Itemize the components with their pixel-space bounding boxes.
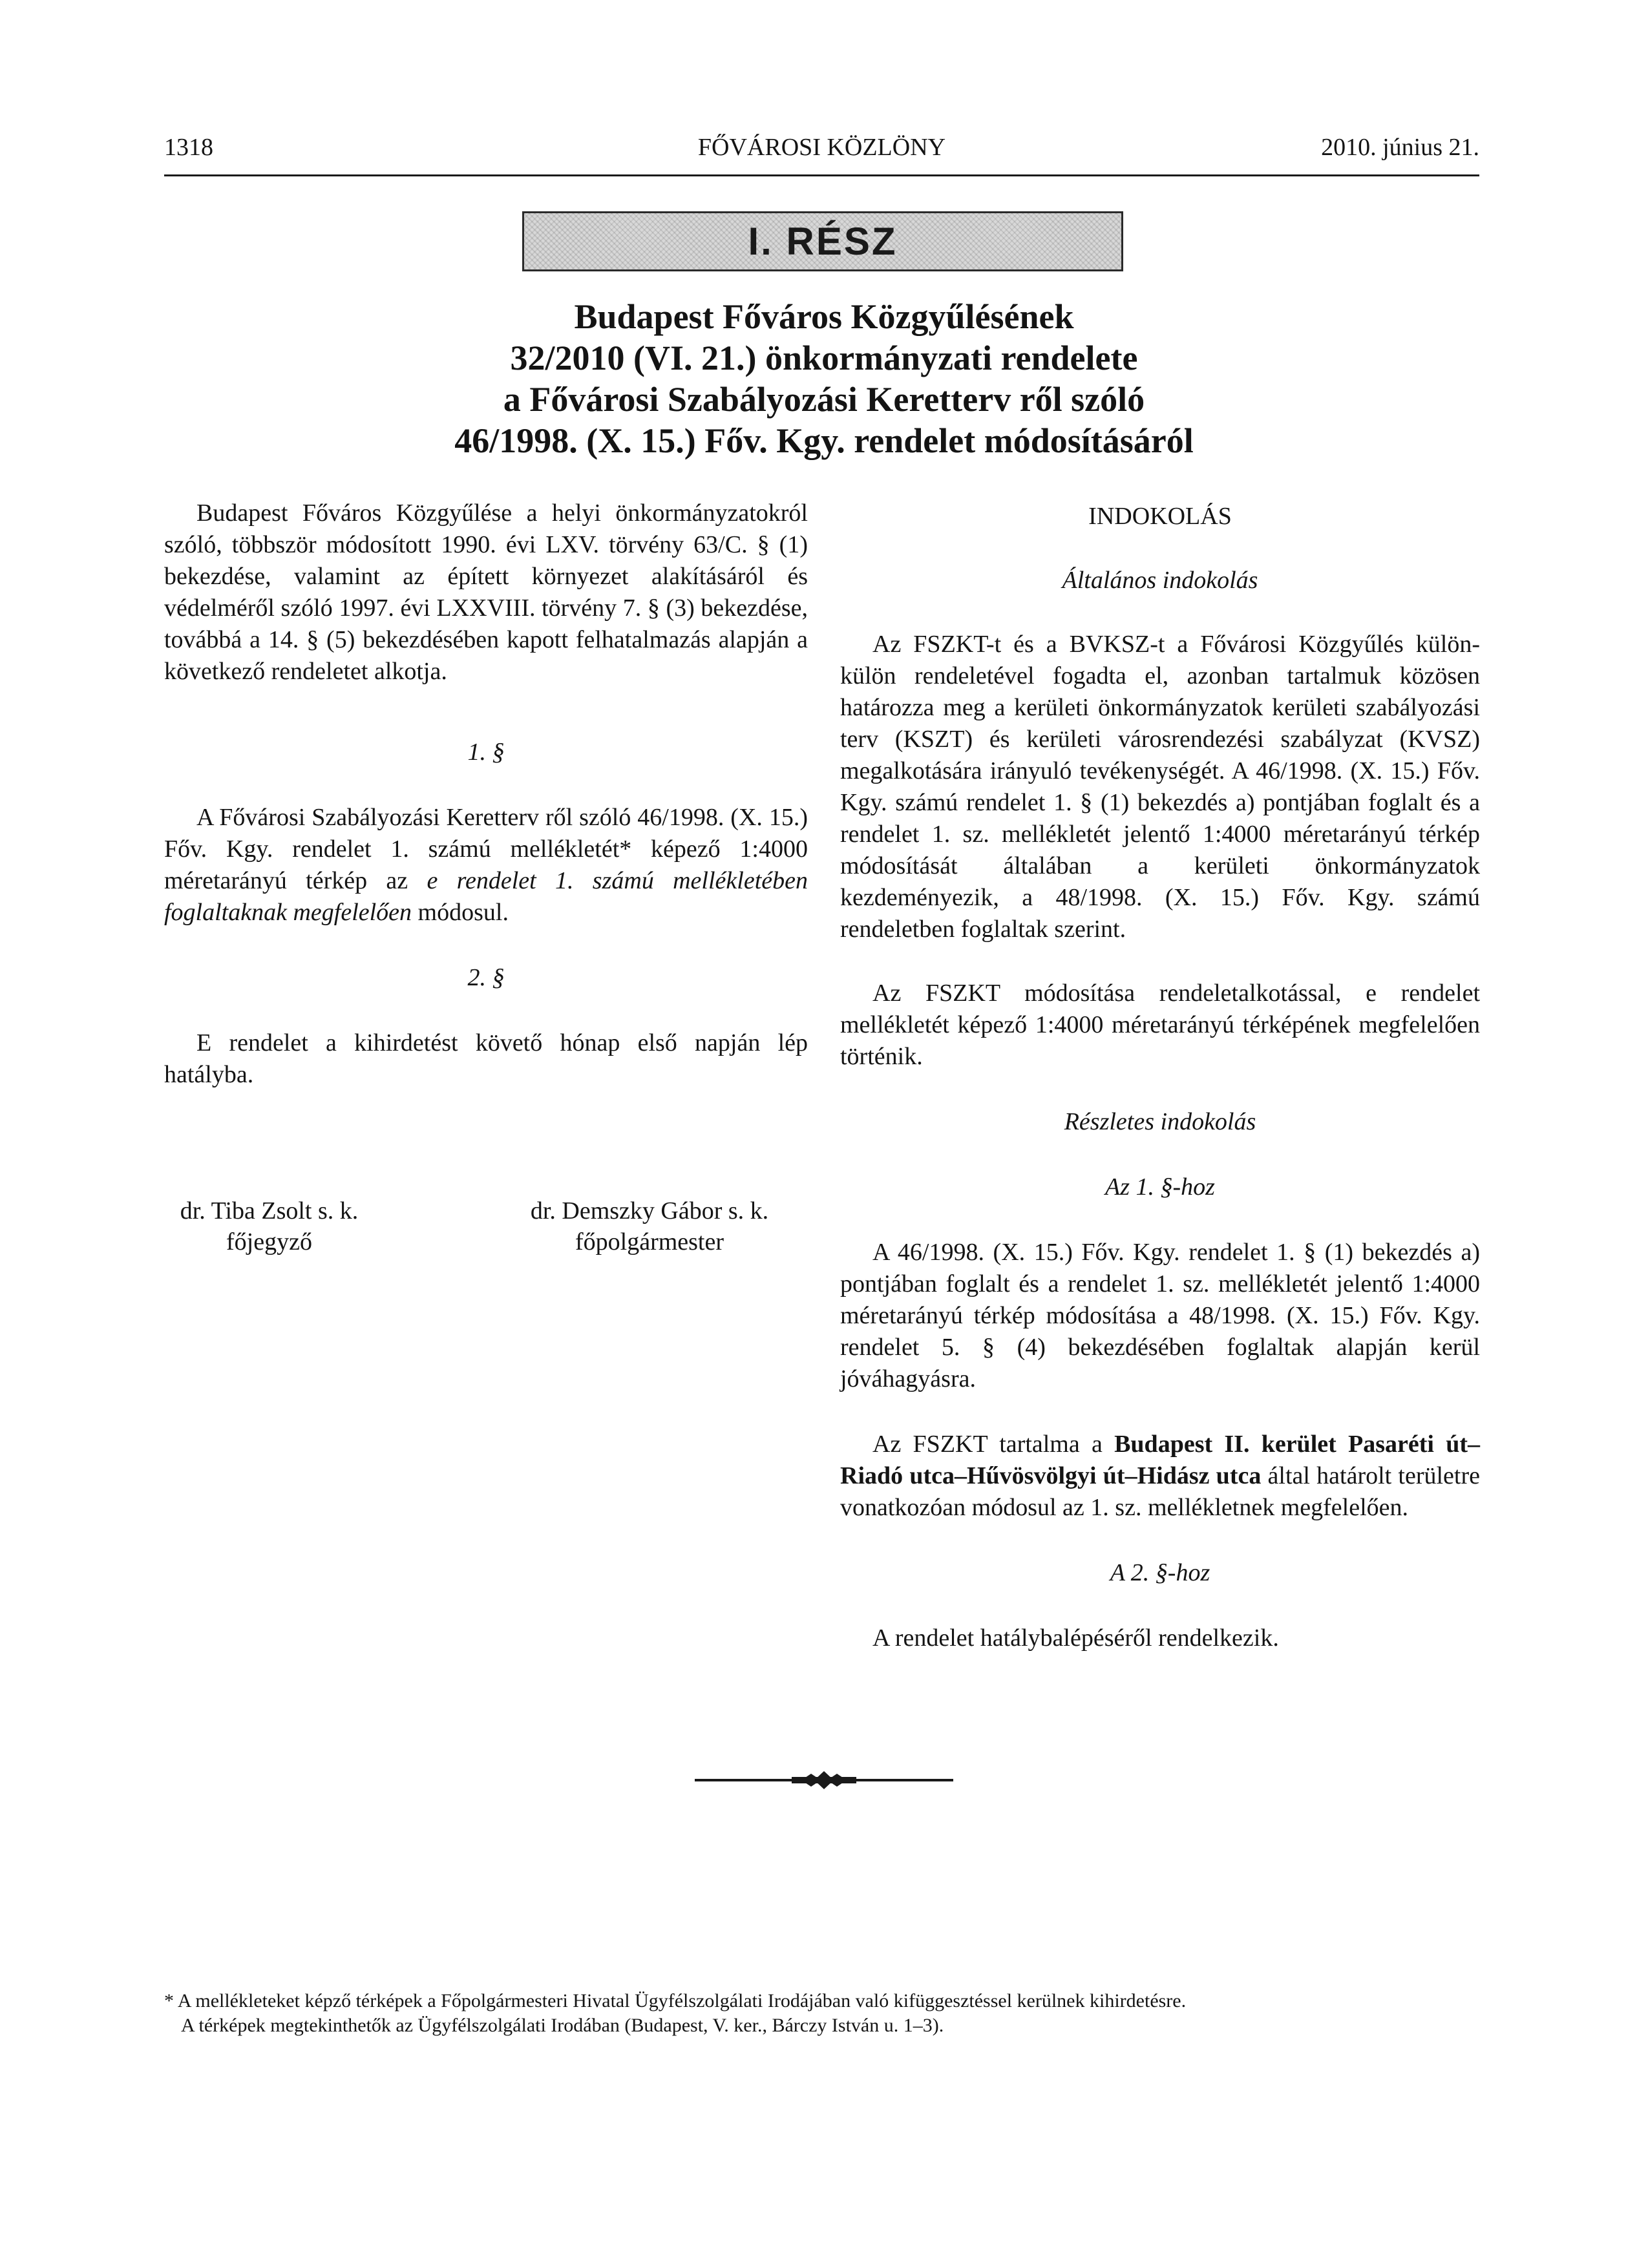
detailed-justification-heading: Részletes indokolás — [1064, 1108, 1256, 1135]
left-column — [164, 498, 808, 1091]
to-section-1-heading: Az 1. §-hoz — [1105, 1173, 1215, 1201]
title-line: Budapest Főváros Közgyűlésének — [574, 297, 1074, 336]
issue-date: 2010. június 21. — [1321, 134, 1479, 161]
preamble: Budapest Főváros Közgyűlése a helyi önkormányzatokról szóló, többször módosított 1990. évi LXV. törvény 63/C. § (1) bekezdése, valamint az épített környezet alakításáról és védelméről szóló 1997. évi LXXVIII. törvény 7. § (3) bekezdése, továbbá a 14. § (5) bekezdésében kapott felhatalmazás alapján a következő rendeletet alkotja. — [164, 499, 808, 685]
section-1-text-b: módosul. — [412, 899, 509, 926]
general-justification-p1: Az FSZKT-t és a BVKSZ-t a Fővárosi Közgyűlés külön-külön rendeletével fogadta el, azonban tartalmuk közösen határozza meg a kerületi önkormányzatok kerületi szabályozási terv (KSZT) és kerületi városrendezési szabályzat (KVSZ) megalkotására irányuló tevékenységét. A 46/1998. (X. 15.) Főv. Kgy. számú rendelet 1. § (1) bekezdés a) pontjában foglalt és a rendelet 1. sz. mellékletét jelentő 1:4000 méretarányú térkép módosítását általában a kerületi önkormányzatok kezdeményezik, a 48/1998. (X. 15.) Főv. Kgy. számú rendeletben foglaltak szerint. — [840, 631, 1480, 943]
to-section-2-text: A rendelet hatálybalépéséről rendelkezik. — [872, 1624, 1279, 1652]
section-1-text-italic: e rendelet 1. számú mellékletében foglaltaknak megfelelően — [164, 867, 808, 926]
signature-left — [164, 1195, 374, 1257]
justification-heading: INDOKOLÁS — [1088, 503, 1232, 530]
section-1-text — [164, 802, 808, 929]
signatory-role: főjegyző — [226, 1228, 312, 1255]
page-number: 1318 — [164, 134, 213, 161]
title-line: a Fővárosi Szabályozási Keretterv ről szóló — [503, 380, 1145, 419]
title-line: 32/2010 (VI. 21.) önkormányzati rendelete — [510, 339, 1138, 377]
to-section-1-p2-b: által határolt területre vonatkozóan módosul az 1. sz. mellékletnek megfelelően. — [840, 1462, 1480, 1521]
right-column — [840, 501, 1480, 1654]
section-banner — [522, 211, 1123, 271]
section-1-text-a: A Fővárosi Szabályozási Keretterv ről szóló 46/1998. (X. 15.) Főv. Kgy. rendelet 1. számú mellékletét* képező 1:4000 méretarányú térkép az — [164, 804, 808, 894]
signature-right — [507, 1195, 792, 1257]
to-section-1-p2 — [840, 1429, 1480, 1524]
footnote-line: A térképek megtekinthetők az Ügyfélszolgálati Irodában (Budapest, V. ker., Bárczy István u. 1–3). — [181, 2015, 944, 2036]
regulation-title — [362, 296, 1286, 461]
signatory-role: főpolgármester — [575, 1228, 724, 1255]
section-2-heading: 2. § — [467, 964, 505, 991]
signatory-name: dr. Tiba Zsolt s. k. — [180, 1197, 359, 1224]
header-rule — [164, 174, 1479, 176]
general-justification-heading: Általános indokolás — [1062, 567, 1258, 594]
divider-ornament — [695, 1767, 953, 1793]
footnote-line: * A mellékleteket képző térképek a Főpolgármesteri Hivatal Ügyfélszolgálati Irodájában való kifüggesztéssel kerülnek kihirdetésre. — [164, 1990, 1187, 2011]
signatory-name: dr. Demszky Gábor s. k. — [530, 1197, 769, 1224]
location-bold: Budapest II. kerület Pasaréti út–Riadó utca–Hűvösvölgyi út–Hidász utca — [840, 1431, 1480, 1489]
section-1-heading: 1. § — [467, 739, 505, 766]
general-justification-p2: Az FSZKT módosítása rendeletalkotással, e rendelet mellékletét képező 1:4000 méretarányú térképének megfelelően történik. — [840, 980, 1480, 1070]
to-section-1-p2-a: Az FSZKT tartalma a — [872, 1431, 1115, 1458]
to-section-2-heading: A 2. §-hoz — [1110, 1559, 1210, 1586]
section-2-text: E rendelet a kihirdetést követő hónap első napján lép hatályba. — [164, 1029, 808, 1088]
section-banner-label: I. RÉSZ — [748, 220, 898, 263]
to-section-1-p1: A 46/1998. (X. 15.) Főv. Kgy. rendelet 1. § (1) bekezdés a) pontjában foglalt és a rendelet 1. sz. mellékletét jelentő 1:4000 méretarányú térkép módosítása a 48/1998. (X. 15.) Főv. Kgy. rendelet 5. § (4) bekezdésében foglaltak alapján kerül jóváhagyásra. — [840, 1239, 1480, 1392]
journal-title: FŐVÁROSI KÖZLÖNY — [697, 134, 946, 161]
title-line: 46/1998. (X. 15.) Főv. Kgy. rendelet módosításáról — [454, 421, 1194, 460]
footnote — [164, 1989, 1366, 2038]
